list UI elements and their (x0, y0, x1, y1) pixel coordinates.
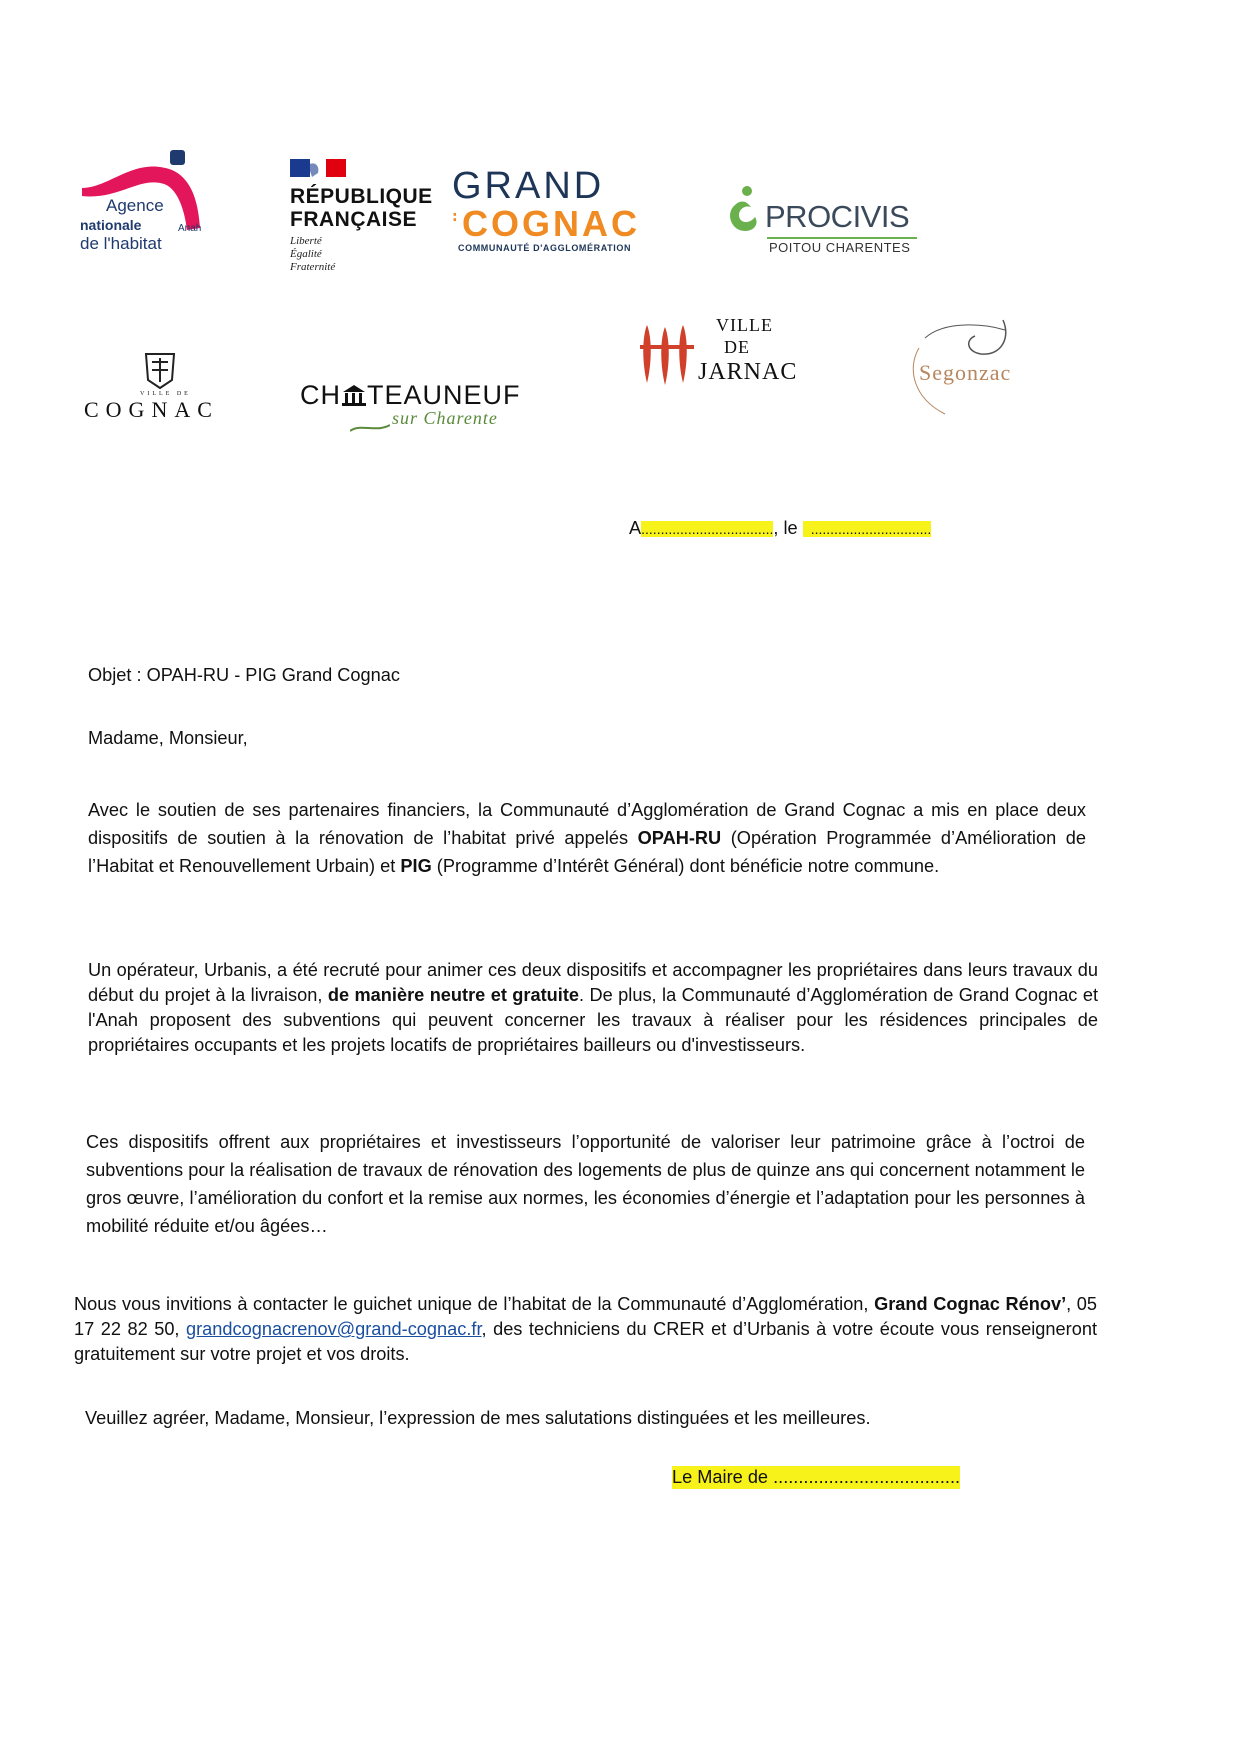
ch-main-b: TEAUNEUF (367, 380, 521, 410)
paragraph-2 (88, 958, 1098, 1058)
procivis-name: PROCIVIS (765, 199, 910, 234)
jarnac-fish-icon (638, 323, 696, 393)
gc-cognac: COGNAC (462, 203, 640, 244)
segonzac-name: Segonzac (919, 360, 1012, 385)
marianne-flag-icon (290, 155, 346, 179)
vc-cognac: COGNAC (84, 397, 219, 422)
rf-motto3: Fraternité (290, 261, 336, 273)
email-link[interactable]: grandcognacrenov@grand-cognac.fr (186, 1319, 482, 1339)
rf-motto2: Égalité (290, 248, 322, 260)
jarnac-line2: DE (724, 337, 750, 357)
p4-text2: , 05 17 22 82 50, (74, 1294, 1098, 1339)
anah-tag: Anah (178, 223, 202, 234)
rf-motto1: Liberté (290, 235, 322, 247)
logo-republique-francaise (290, 155, 433, 275)
logo-grand-cognac (452, 165, 652, 255)
ch-temple-icon (341, 384, 367, 406)
place-label: A (629, 518, 642, 538)
paragraph-1 (88, 796, 1086, 880)
p2-text1: Un opérateur, Urbanis, a été recruté pour animer ces deux dispositifs et accompagner les propriétaires dans leurs travaux du début du projet à la livraison, (88, 960, 1098, 1005)
p2-bold: de manière neutre et gratuite (327, 985, 580, 1005)
p1-text1: Avec le soutien de ses partenaires financiers, la Communauté d’Agglomération de Grand Cognac a mis en place deux dispositifs de soutien à la rénovation de l’habitat privé appelés (88, 800, 1086, 848)
place-field: .................................. (641, 521, 774, 537)
rf-line1: RÉPUBLIQUE (290, 185, 433, 208)
ch-wave-icon (350, 418, 390, 428)
p4-text1: Nous vous invitions à contacter le guichet unique de l’habitat de la Communauté d’Agglomération, (74, 1294, 875, 1314)
procivis-underline (767, 237, 917, 239)
paragraph-3: Ces dispositifs offrent aux propriétaires et investisseurs l’opportunité de valoriser leur patrimoine grâce à l’octroi de subventions pour la réalisation de travaux de rénovation des logements de plus de quinze ans qui concernent notamment le gros œuvre, l’amélioration du confort et la remise aux normes, les économies d’énergie et l’adaptation pour les personnes à mobilité réduite et/ou âgées… (86, 1132, 1085, 1236)
p1-bold-pig: PIG (400, 856, 432, 876)
gc-grand: GRAND (452, 165, 605, 207)
p1-text2: (Opération Programmée d’Amélioration de l’Habitat et Renouvellement Urbain) et (88, 828, 1086, 876)
logo-segonzac (905, 318, 1045, 418)
anah-line3: de l'habitat (80, 234, 162, 253)
closing-line: Veuillez agréer, Madame, Monsieur, l’expression de mes salutations distinguées et les meilleures. (85, 1408, 871, 1428)
date-separator: , le (773, 518, 798, 538)
logo-ville-cognac (82, 350, 242, 420)
anah-line1: Agence (106, 196, 164, 215)
ch-main-a: CH (300, 380, 341, 410)
gc-sub: COMMUNAUTÉ D'AGGLOMÉRATION (458, 243, 632, 253)
signature-field: Le Maire de ..................................... (672, 1467, 961, 1487)
vc-ville: VILLE DE (140, 391, 191, 397)
logo-procivis (725, 185, 925, 255)
logo-chateauneuf (300, 380, 590, 440)
rf-line2: FRANÇAISE (290, 208, 418, 231)
p4-text3: , des techniciens du CRER et d’Urbanis à votre écoute vous renseigneront gratuitement sur votre projet et vos droits. (74, 1319, 1097, 1364)
logo-anah (80, 148, 210, 258)
anah-line2: nationale (80, 217, 142, 233)
p4-bold: Grand Cognac Rénov’ (874, 1294, 1067, 1314)
date-field: ............................... (803, 521, 932, 537)
paragraph-4 (74, 1292, 1097, 1367)
p1-text3: (Programme d’Intérêt Général) dont bénéficie notre commune. (431, 856, 940, 876)
ch-sub: sur Charente (392, 408, 498, 428)
jarnac-line3: JARNAC (698, 359, 798, 385)
procivis-sub: POITOU CHARENTES (769, 240, 911, 255)
p2-text2: . De plus, la Communauté d’Agglomération de Grand Cognac et l'Anah proposent des subventions qui peuvent concerner les travaux à réaliser pour les résidences principales de propriétaires occupants et les projets locatifs de propriétaires bailleurs ou d'investisseurs. (88, 985, 1098, 1055)
logo-jarnac (638, 315, 808, 405)
procivis-figure-icon (725, 185, 763, 239)
cognac-crest-icon (138, 350, 182, 390)
jarnac-line1: VILLE (716, 315, 773, 335)
p1-bold-opah: OPAH-RU (637, 828, 722, 848)
subject-line: Objet : OPAH-RU - PIG Grand Cognac (88, 665, 400, 685)
place-date-line (629, 516, 931, 541)
salutation: Madame, Monsieur, (88, 728, 248, 748)
gc-dots-icon: : (452, 209, 458, 225)
